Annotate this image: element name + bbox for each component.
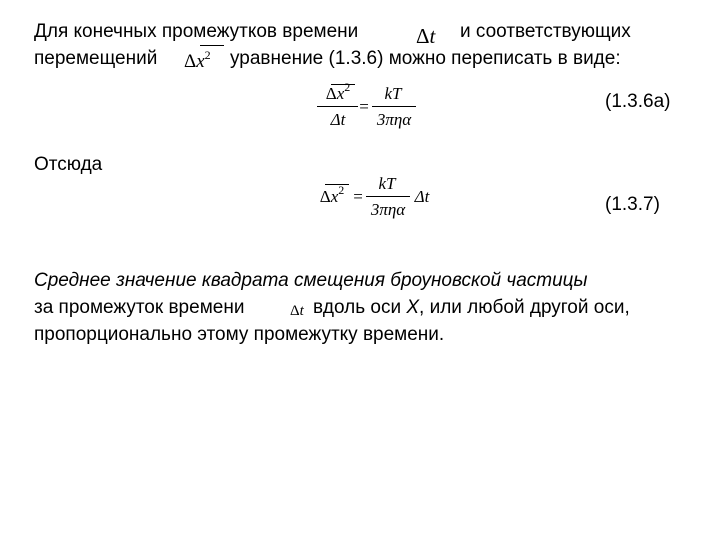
eq2-equals: = — [353, 187, 363, 206]
eq1-lhs-fraction-line — [317, 106, 358, 107]
paragraph1-line2-part1: перемещений — [34, 48, 158, 69]
eq2-number: (1.3.7) — [605, 194, 660, 215]
paragraph2-line3: пропорционально этому промежутку времени. — [34, 324, 445, 345]
otsyuda-text: Отсюда — [34, 154, 103, 175]
paragraph1-line1-part1: Для конечных промежутков времени — [34, 21, 359, 42]
paragraph2-inline-delta-t: Δt — [290, 303, 304, 319]
eq1-lhs-numerator: $\Delta x^2$ — [325, 80, 351, 103]
paragraph2-line1: Среднее значение квадрата смещения броуновской частицы — [34, 270, 588, 291]
eq1-number: (1.3.6а) — [605, 91, 671, 112]
eq2-rhs-fraction-line — [366, 196, 410, 197]
inline-math-delta-t: Δt — [416, 24, 436, 48]
inline-math-delta-x-squared: $\Delta x^2$ — [184, 48, 211, 72]
eq2-delta-t: Δt — [414, 187, 430, 206]
paragraph2-line2-part1: за промежуток времени — [34, 297, 245, 318]
eq1-rhs-fraction-line — [372, 106, 416, 107]
eq2-overbar — [325, 184, 349, 185]
eq1-lhs-denominator: Δt — [330, 110, 346, 129]
paragraph1-line1-part2: и соответствующих — [460, 21, 631, 42]
paragraph2-line2-part2: вдоль оси X, или любой другой оси, — [313, 297, 630, 318]
eq1-equals: = — [359, 97, 369, 116]
inline-overbar — [200, 45, 224, 46]
eq2-rhs-numerator: kT — [378, 174, 396, 193]
eq2-rhs-denominator: 3πηα — [370, 200, 406, 219]
paragraph1-line2-part2: уравнение (1.3.6) можно переписать в виде: — [230, 48, 621, 69]
eq2-lhs: $\Delta x^2$ — [319, 183, 345, 206]
eq1-rhs-denominator: 3πηα — [376, 110, 412, 129]
eq1-rhs-numerator: kT — [384, 84, 402, 103]
